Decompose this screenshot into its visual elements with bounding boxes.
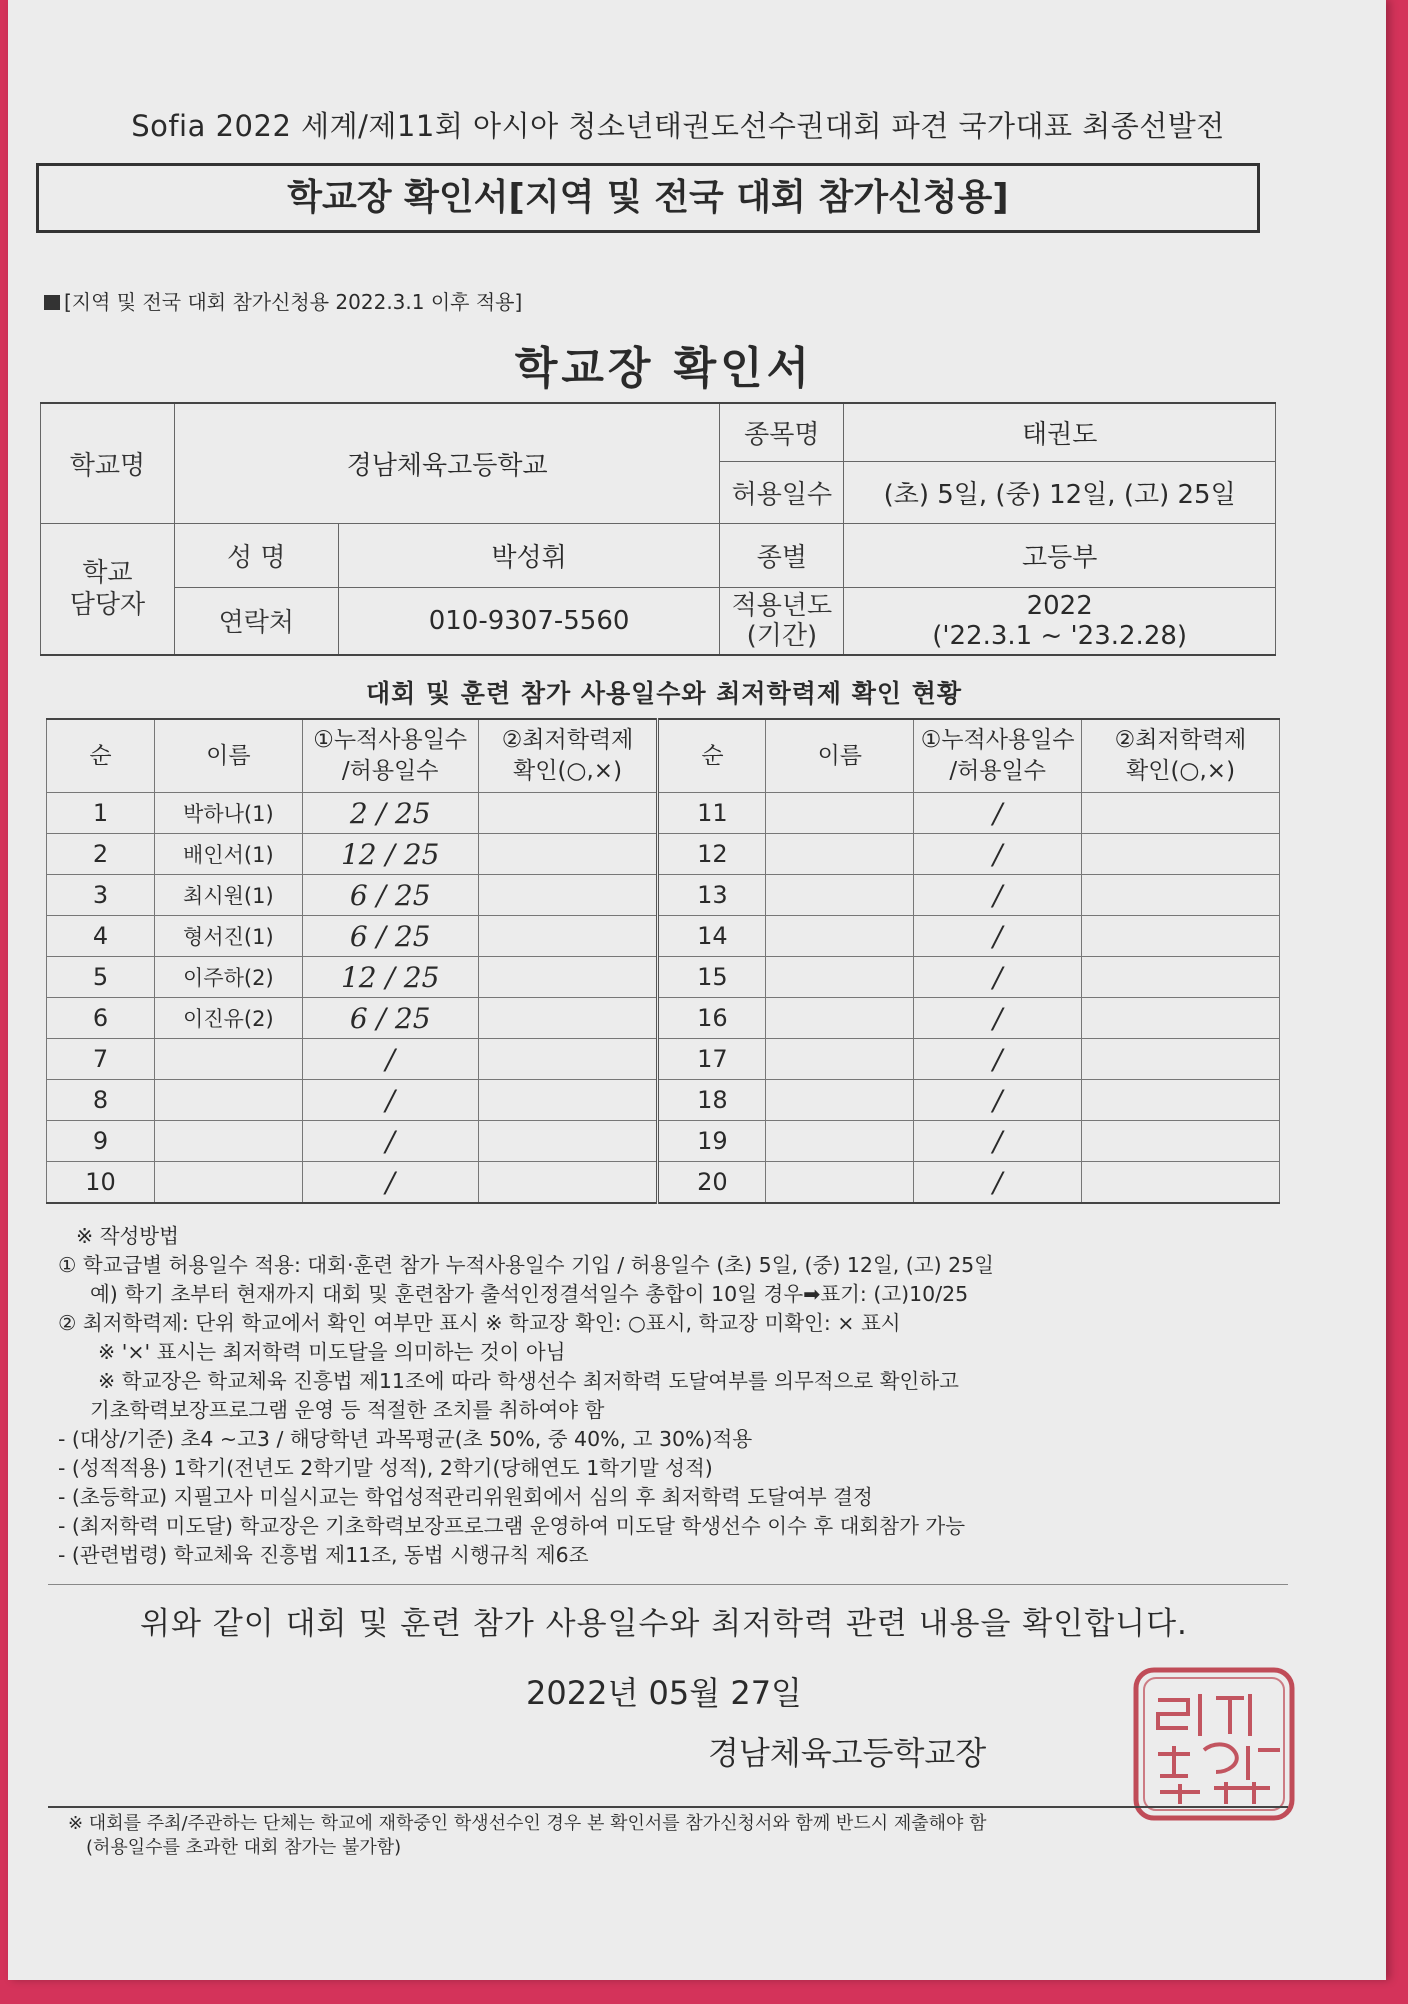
writing-instructions: [58, 1222, 1278, 1570]
instruction-line: - (성적적용) 1학기(전년도 2학기말 성적), 2학기(당해연도 1학기말 성적): [58, 1456, 713, 1480]
min-academic-check: [1082, 1080, 1280, 1121]
square-bullet-icon: [44, 295, 60, 310]
student-name: 이주하(2): [154, 957, 302, 998]
min-academic-check: [478, 998, 658, 1039]
footer-divider: [48, 1806, 1288, 1808]
cumulative-days: /: [302, 1162, 478, 1204]
min-academic-check: [478, 1039, 658, 1080]
instruction-line: - (대상/기준) 초4 ~고3 / 해당학년 과목평균(초 50%, 중 40%, 고 30%)적용: [58, 1427, 753, 1451]
status-section-title: 대회 및 훈련 참가 사용일수와 최저학력제 확인 현황: [365, 679, 963, 708]
row-number: 13: [658, 875, 766, 916]
min-academic-check: [478, 834, 658, 875]
confirmation-statement: 위와 같이 대회 및 훈련 참가 사용일수와 최저학력 관련 내용을 확인합니다.: [140, 1606, 1188, 1642]
student-name: [766, 1080, 914, 1121]
row-number: 18: [658, 1080, 766, 1121]
cumulative-days: 6 / 25: [302, 916, 478, 957]
row-number: 9: [47, 1121, 155, 1162]
cumulative-days: 6 / 25: [302, 875, 478, 916]
document-box-title: 학교장 확인서[지역 및 전국 대회 참가신청용]: [36, 163, 1260, 233]
instruction-line: 기초학력보장프로그램 운영 등 적절한 조치를 취하여야 함: [90, 1398, 605, 1422]
school-name-label: 학교명: [41, 403, 175, 523]
event-header: Sofia 2022 세계/제11회 아시아 청소년태권도선수권대회 파견 국가대표 최종선발전: [131, 109, 1225, 143]
footer-note-line: ※ 대회를 주최/주관하는 단체는 학교에 재학중인 학생선수인 경우 본 확인서를 참가신청서와 함께 반드시 제출해야 함: [68, 1813, 987, 1834]
allowed-days-label: 허용일수: [720, 461, 844, 523]
col-header-min-academic: ②최저학력제 확인(○,×): [478, 719, 658, 793]
application-note-text: [지역 및 전국 대회 참가신청용 2022.3.1 이후 적용]: [64, 290, 523, 314]
issue-date: 2022년 05월 27일: [526, 1674, 802, 1712]
student-name: 최시원(1): [154, 875, 302, 916]
min-academic-check: [1082, 1121, 1280, 1162]
row-number: 10: [47, 1162, 155, 1204]
min-academic-check: [478, 1121, 658, 1162]
min-academic-check: [478, 1080, 658, 1121]
student-name: [154, 1080, 302, 1121]
contact-label: 연락처: [174, 587, 338, 655]
min-academic-check: [478, 875, 658, 916]
sport-value: 태권도: [844, 403, 1276, 461]
col-header-name: 이름: [766, 719, 914, 793]
row-number: 14: [658, 916, 766, 957]
cumulative-days: /: [302, 1080, 478, 1121]
form-title: 학교장 확인서: [514, 343, 814, 394]
cumulative-days: /: [302, 1039, 478, 1080]
cumulative-days: 6 / 25: [302, 998, 478, 1039]
student-name: [154, 1121, 302, 1162]
instruction-line: ※ 학교장은 학교체육 진흥법 제11조에 따라 학생선수 최저학력 도달여부를 의무적으로 확인하고: [98, 1369, 959, 1393]
col-header-no: 순: [47, 719, 155, 793]
row-number: 2: [47, 834, 155, 875]
cumulative-days: /: [914, 998, 1082, 1039]
col-header-days: ①누적사용일수 /허용일수: [914, 719, 1082, 793]
row-number: 8: [47, 1080, 155, 1121]
cumulative-days: 12 / 25: [302, 957, 478, 998]
footer-note: [68, 1812, 1288, 1860]
instruction-line: ① 학교급별 허용일수 적용: 대회·훈련 참가 누적사용일수 기입 / 허용일수 (초) 5일, (중) 12일, (고) 25일: [58, 1253, 994, 1277]
table-row: [47, 916, 1280, 957]
table-row: [47, 1162, 1280, 1204]
cumulative-days: /: [914, 916, 1082, 957]
applicable-year-label: 적용년도 (기간): [720, 587, 844, 655]
table-row: [47, 875, 1280, 916]
manager-name-value: 박성휘: [338, 523, 720, 587]
student-name: 배인서(1): [154, 834, 302, 875]
col-header-name: 이름: [154, 719, 302, 793]
instruction-line: ② 최저학력제: 단위 학교에서 확인 여부만 표시 ※ 학교장 확인: ○표시, 학교장 미확인: × 표시: [58, 1311, 901, 1335]
division-label: 종별: [720, 523, 844, 587]
instruction-line: - (관련법령) 학교체육 진흥법 제11조, 동법 시행규칙 제6조: [58, 1543, 589, 1567]
divider: [48, 1584, 1288, 1585]
table-row: [47, 793, 1280, 834]
row-number: 7: [47, 1039, 155, 1080]
official-seal-stamp: [1130, 1664, 1298, 1824]
student-name: [766, 998, 914, 1039]
table-row: [47, 957, 1280, 998]
student-name: [154, 1039, 302, 1080]
student-name: [766, 1121, 914, 1162]
instruction-line: - (최저학력 미도달) 학교장은 기초학력보장프로그램 운영하여 미도달 학생선수 이수 후 대회참가 가능: [58, 1514, 965, 1538]
table-row: [47, 1080, 1280, 1121]
sport-label: 종목명: [720, 403, 844, 461]
cumulative-days: /: [914, 875, 1082, 916]
cumulative-days: /: [914, 1039, 1082, 1080]
student-name: [766, 957, 914, 998]
row-number: 12: [658, 834, 766, 875]
student-name: [766, 875, 914, 916]
cumulative-days: /: [914, 1121, 1082, 1162]
row-number: 1: [47, 793, 155, 834]
min-academic-check: [1082, 875, 1280, 916]
cumulative-days: /: [914, 834, 1082, 875]
row-number: 11: [658, 793, 766, 834]
applicable-period-value: ('22.3.1 ~ '23.2.28): [932, 620, 1188, 651]
min-academic-check: [478, 793, 658, 834]
instruction-line: 예) 학기 초부터 현재까지 대회 및 훈련참가 출석인정결석일수 총합이 10일 경우➡표기: (고)10/25: [90, 1282, 969, 1306]
table-row: [47, 998, 1280, 1039]
min-academic-check: [478, 916, 658, 957]
student-name: [766, 793, 914, 834]
instruction-line: ※ 작성방법: [76, 1224, 179, 1248]
student-name: 박하나(1): [154, 793, 302, 834]
min-academic-check: [1082, 793, 1280, 834]
usage-status-table: [46, 718, 1280, 1204]
min-academic-check: [1082, 916, 1280, 957]
cumulative-days: 12 / 25: [302, 834, 478, 875]
school-info-table: [40, 402, 1276, 656]
school-manager-label: 학교 담당자: [41, 523, 175, 655]
school-name-value: 경남체육고등학교: [174, 403, 720, 523]
applicable-year-value: 2022: [1026, 590, 1093, 621]
student-name: [766, 1162, 914, 1204]
student-name: [154, 1162, 302, 1204]
table-row: [47, 1121, 1280, 1162]
cumulative-days: /: [914, 957, 1082, 998]
col-header-min-academic: ②최저학력제 확인(○,×): [1082, 719, 1280, 793]
student-name: [766, 834, 914, 875]
row-number: 16: [658, 998, 766, 1039]
row-number: 17: [658, 1039, 766, 1080]
cumulative-days: /: [302, 1121, 478, 1162]
manager-name-label: 성 명: [174, 523, 338, 587]
applicable-year-cell: [844, 587, 1276, 655]
principal-signature: 경남체육고등학교장: [708, 1734, 987, 1772]
cumulative-days: /: [914, 1162, 1082, 1204]
min-academic-check: [1082, 1162, 1280, 1204]
min-academic-check: [1082, 834, 1280, 875]
row-number: 4: [47, 916, 155, 957]
document-page: [8, 0, 1386, 1980]
min-academic-check: [478, 957, 658, 998]
student-name: 이진유(2): [154, 998, 302, 1039]
instruction-line: - (초등학교) 지필고사 미실시교는 학업성적관리위원회에서 심의 후 최저학력 도달여부 결정: [58, 1485, 873, 1509]
row-number: 6: [47, 998, 155, 1039]
student-name: [766, 1039, 914, 1080]
row-number: 19: [658, 1121, 766, 1162]
min-academic-check: [478, 1162, 658, 1204]
table-row: [47, 1039, 1280, 1080]
contact-value: 010-9307-5560: [338, 587, 720, 655]
col-header-no: 순: [658, 719, 766, 793]
cumulative-days: /: [914, 1080, 1082, 1121]
row-number: 20: [658, 1162, 766, 1204]
row-number: 3: [47, 875, 155, 916]
row-number: 5: [47, 957, 155, 998]
application-note: [44, 286, 522, 315]
min-academic-check: [1082, 1039, 1280, 1080]
student-name: [766, 916, 914, 957]
col-header-days: ①누적사용일수 /허용일수: [302, 719, 478, 793]
min-academic-check: [1082, 957, 1280, 998]
division-value: 고등부: [844, 523, 1276, 587]
footer-note-line: (허용일수를 초과한 대회 참가는 불가함): [86, 1837, 402, 1858]
table-row: [47, 834, 1280, 875]
cumulative-days: 2 / 25: [302, 793, 478, 834]
cumulative-days: /: [914, 793, 1082, 834]
min-academic-check: [1082, 998, 1280, 1039]
student-name: 형서진(1): [154, 916, 302, 957]
row-number: 15: [658, 957, 766, 998]
instruction-line: ※ '×' 표시는 최저학력 미도달을 의미하는 것이 아님: [98, 1340, 566, 1364]
allowed-days-value: (초) 5일, (중) 12일, (고) 25일: [844, 461, 1276, 523]
